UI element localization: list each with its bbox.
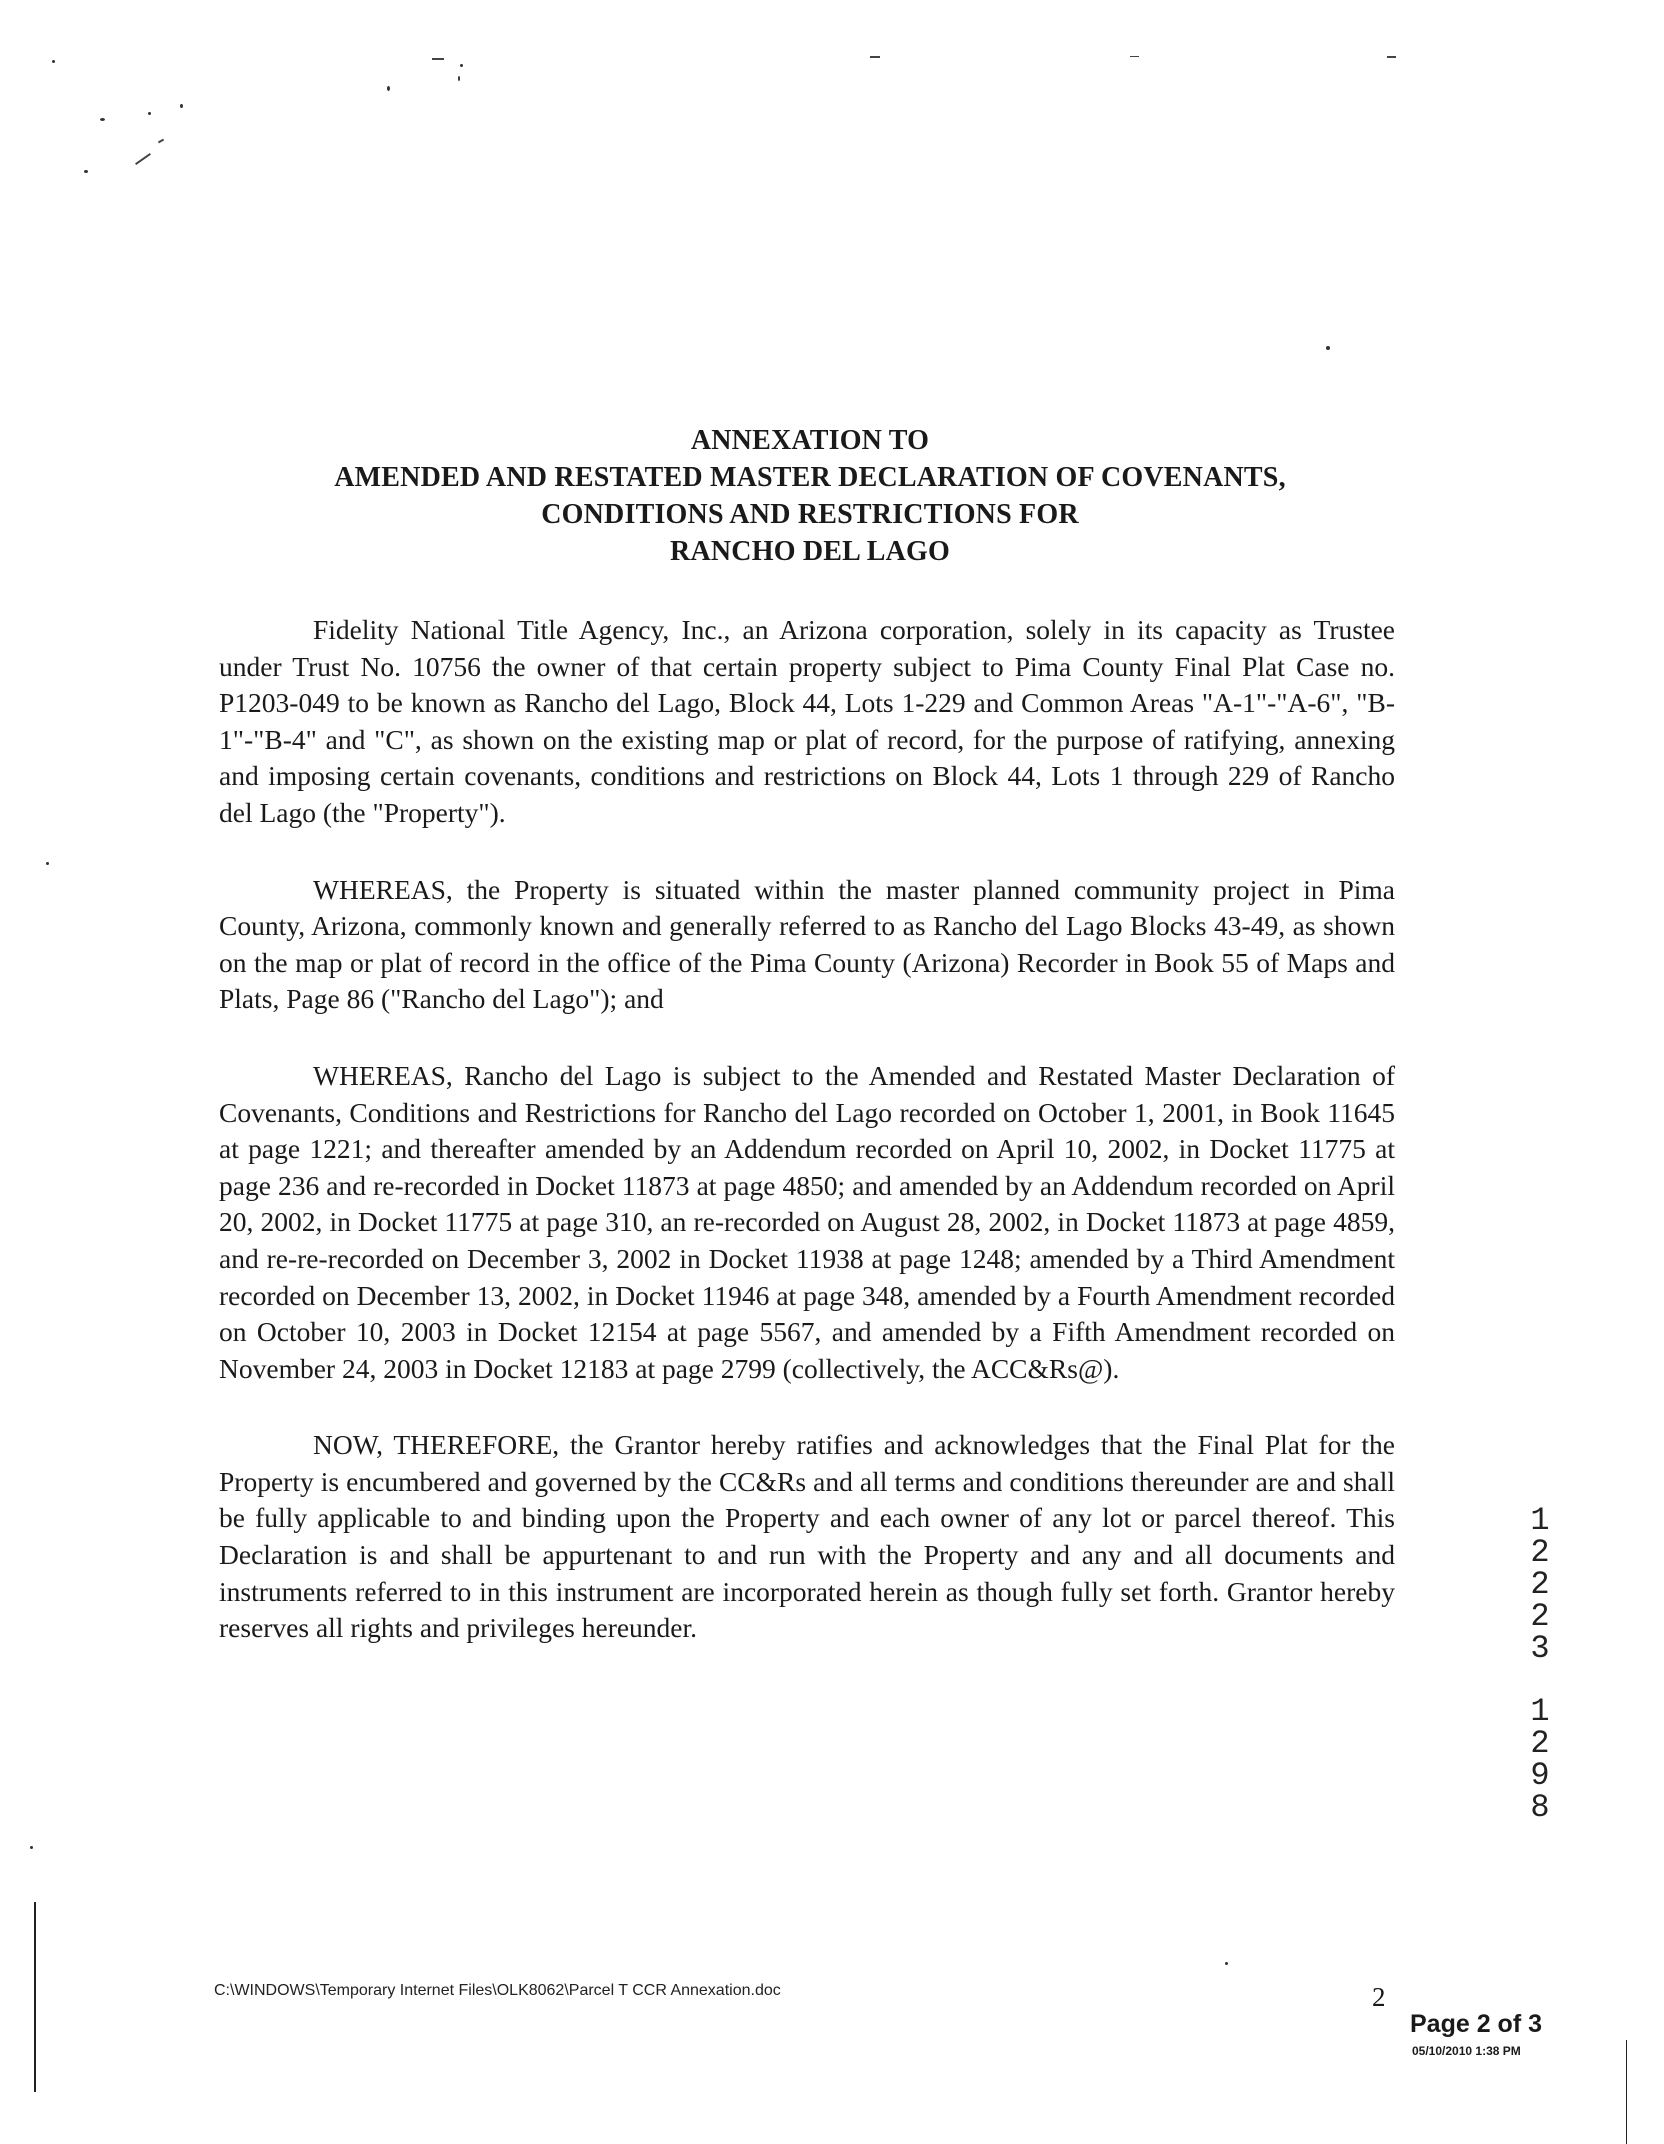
scan-speck bbox=[387, 86, 390, 91]
footer-file-path: C:\WINDOWS\Temporary Internet Files\OLK8062\Parcel T CCR Annexation.doc bbox=[214, 1982, 781, 1999]
page-number: 2 bbox=[1372, 1982, 1386, 2012]
scan-speck bbox=[100, 118, 105, 121]
scan-speck bbox=[30, 1846, 33, 1849]
scan-edge-line bbox=[1626, 2040, 1627, 2144]
scan-mark bbox=[432, 58, 444, 60]
scan-mark bbox=[158, 139, 164, 144]
title-line: RANCHO DEL LAGO bbox=[670, 536, 950, 567]
scan-speck bbox=[84, 170, 88, 173]
scan-speck bbox=[1225, 1962, 1228, 1965]
scan-mark bbox=[1387, 56, 1396, 58]
title-line: CONDITIONS AND RESTRICTIONS FOR bbox=[541, 499, 1079, 530]
paragraph-whereas-2: WHEREAS, Rancho del Lago is subject to the Amended and Restated Master Declaration of Covenants, Conditions and Restrictions for Rancho del Lago recorded on October 1, 2001, in Book 11645 at page 1221; and thereafter amended by an Addendum recorded on April 10, 2002, in Docket 11775 at page 236 and re-recorded in Docket 11873 at page 4850; and amended by an Addendum recorded on April 20, 2002, in Docket 11775 at page 310, an re-recorded on August 28, 2002, in Docket 11873 at page 4859, and re-re-recorded on December 3, 2002 in Docket 11938 at page 1248; amended by a Third Amendment recorded on December 13, 2002, in Docket 11946 at page 348, amended by a Fourth Amendment recorded on October 10, 2003 in Docket 12154 at page 5567, and amended by a Fifth Amendment recorded on November 24, 2003 in Docket 12183 at page 2799 (collectively, the ACC&Rs@). bbox=[219, 1059, 1395, 1384]
scan-speck bbox=[458, 76, 460, 81]
title-line: AMENDED AND RESTATED MASTER DECLARATION OF COVENANTS, bbox=[334, 462, 1286, 493]
paragraph-preamble: Fidelity National Title Agency, Inc., an Arizona corporation, solely in its capacity as Trustee under Trust No. 10756 the owner of that certain property subject to Pima County Final Plat Case no. P1203-049 to be known as Rancho del Lago, Block 44, Lots 1-229 and Common Areas "A-1"-"A-6", "B-1"-"B-4" and "C", as shown on the existing map or plat of record, for the purpose of ratifying, annexing and imposing certain covenants, conditions and restrictions on Block 44, Lots 1 through 229 of Rancho del Lago (the "Property"). bbox=[219, 614, 1395, 828]
scan-mark bbox=[1130, 56, 1139, 57]
scan-mark bbox=[870, 56, 880, 58]
document-title bbox=[220, 422, 1400, 570]
scan-speck bbox=[180, 104, 183, 108]
scan-mark bbox=[135, 153, 151, 165]
scan-speck bbox=[1326, 346, 1330, 350]
scan-speck bbox=[148, 112, 151, 115]
docket-stamp-top: 1 2 2 2 3 bbox=[1530, 1502, 1550, 1667]
scan-speck bbox=[460, 64, 463, 67]
document-body bbox=[219, 612, 1395, 1687]
docket-stamp-bottom: 1 2 9 8 bbox=[1530, 1693, 1550, 1826]
print-timestamp: 05/10/2010 1:38 PM bbox=[1412, 2044, 1521, 2058]
scan-speck bbox=[52, 60, 55, 63]
paragraph-whereas-1: WHEREAS, the Property is situated within the master planned community project in Pima County, Arizona, commonly known and generally referred to as Rancho del Lago Blocks 43-49, as shown on the map or plat of record in the office of the Pima County (Arizona) Recorder in Book 55 of Maps and Plats, Page 86 ("Rancho del Lago"); and bbox=[219, 873, 1395, 1015]
paragraph-now-therefore: NOW, THEREFORE, the Grantor hereby ratifies and acknowledges that the Final Plat for the Property is encumbered and governed by the CC&Rs and all terms and conditions thereunder are and shall be fully applicable to and binding upon the Property and each owner of any lot or parcel thereof. This Declaration is and shall be appurtenant to and run with the Property and any and all documents and instruments referred to in this instrument are incorporated herein as though fully set forth. Grantor hereby reserves all rights and privileges hereunder. bbox=[219, 1429, 1395, 1644]
title-line: ANNEXATION TO bbox=[690, 425, 930, 456]
scan-speck bbox=[46, 862, 49, 865]
page-of-label: Page 2 of 3 bbox=[1410, 2010, 1542, 2038]
scan-edge-line bbox=[34, 1902, 36, 2092]
